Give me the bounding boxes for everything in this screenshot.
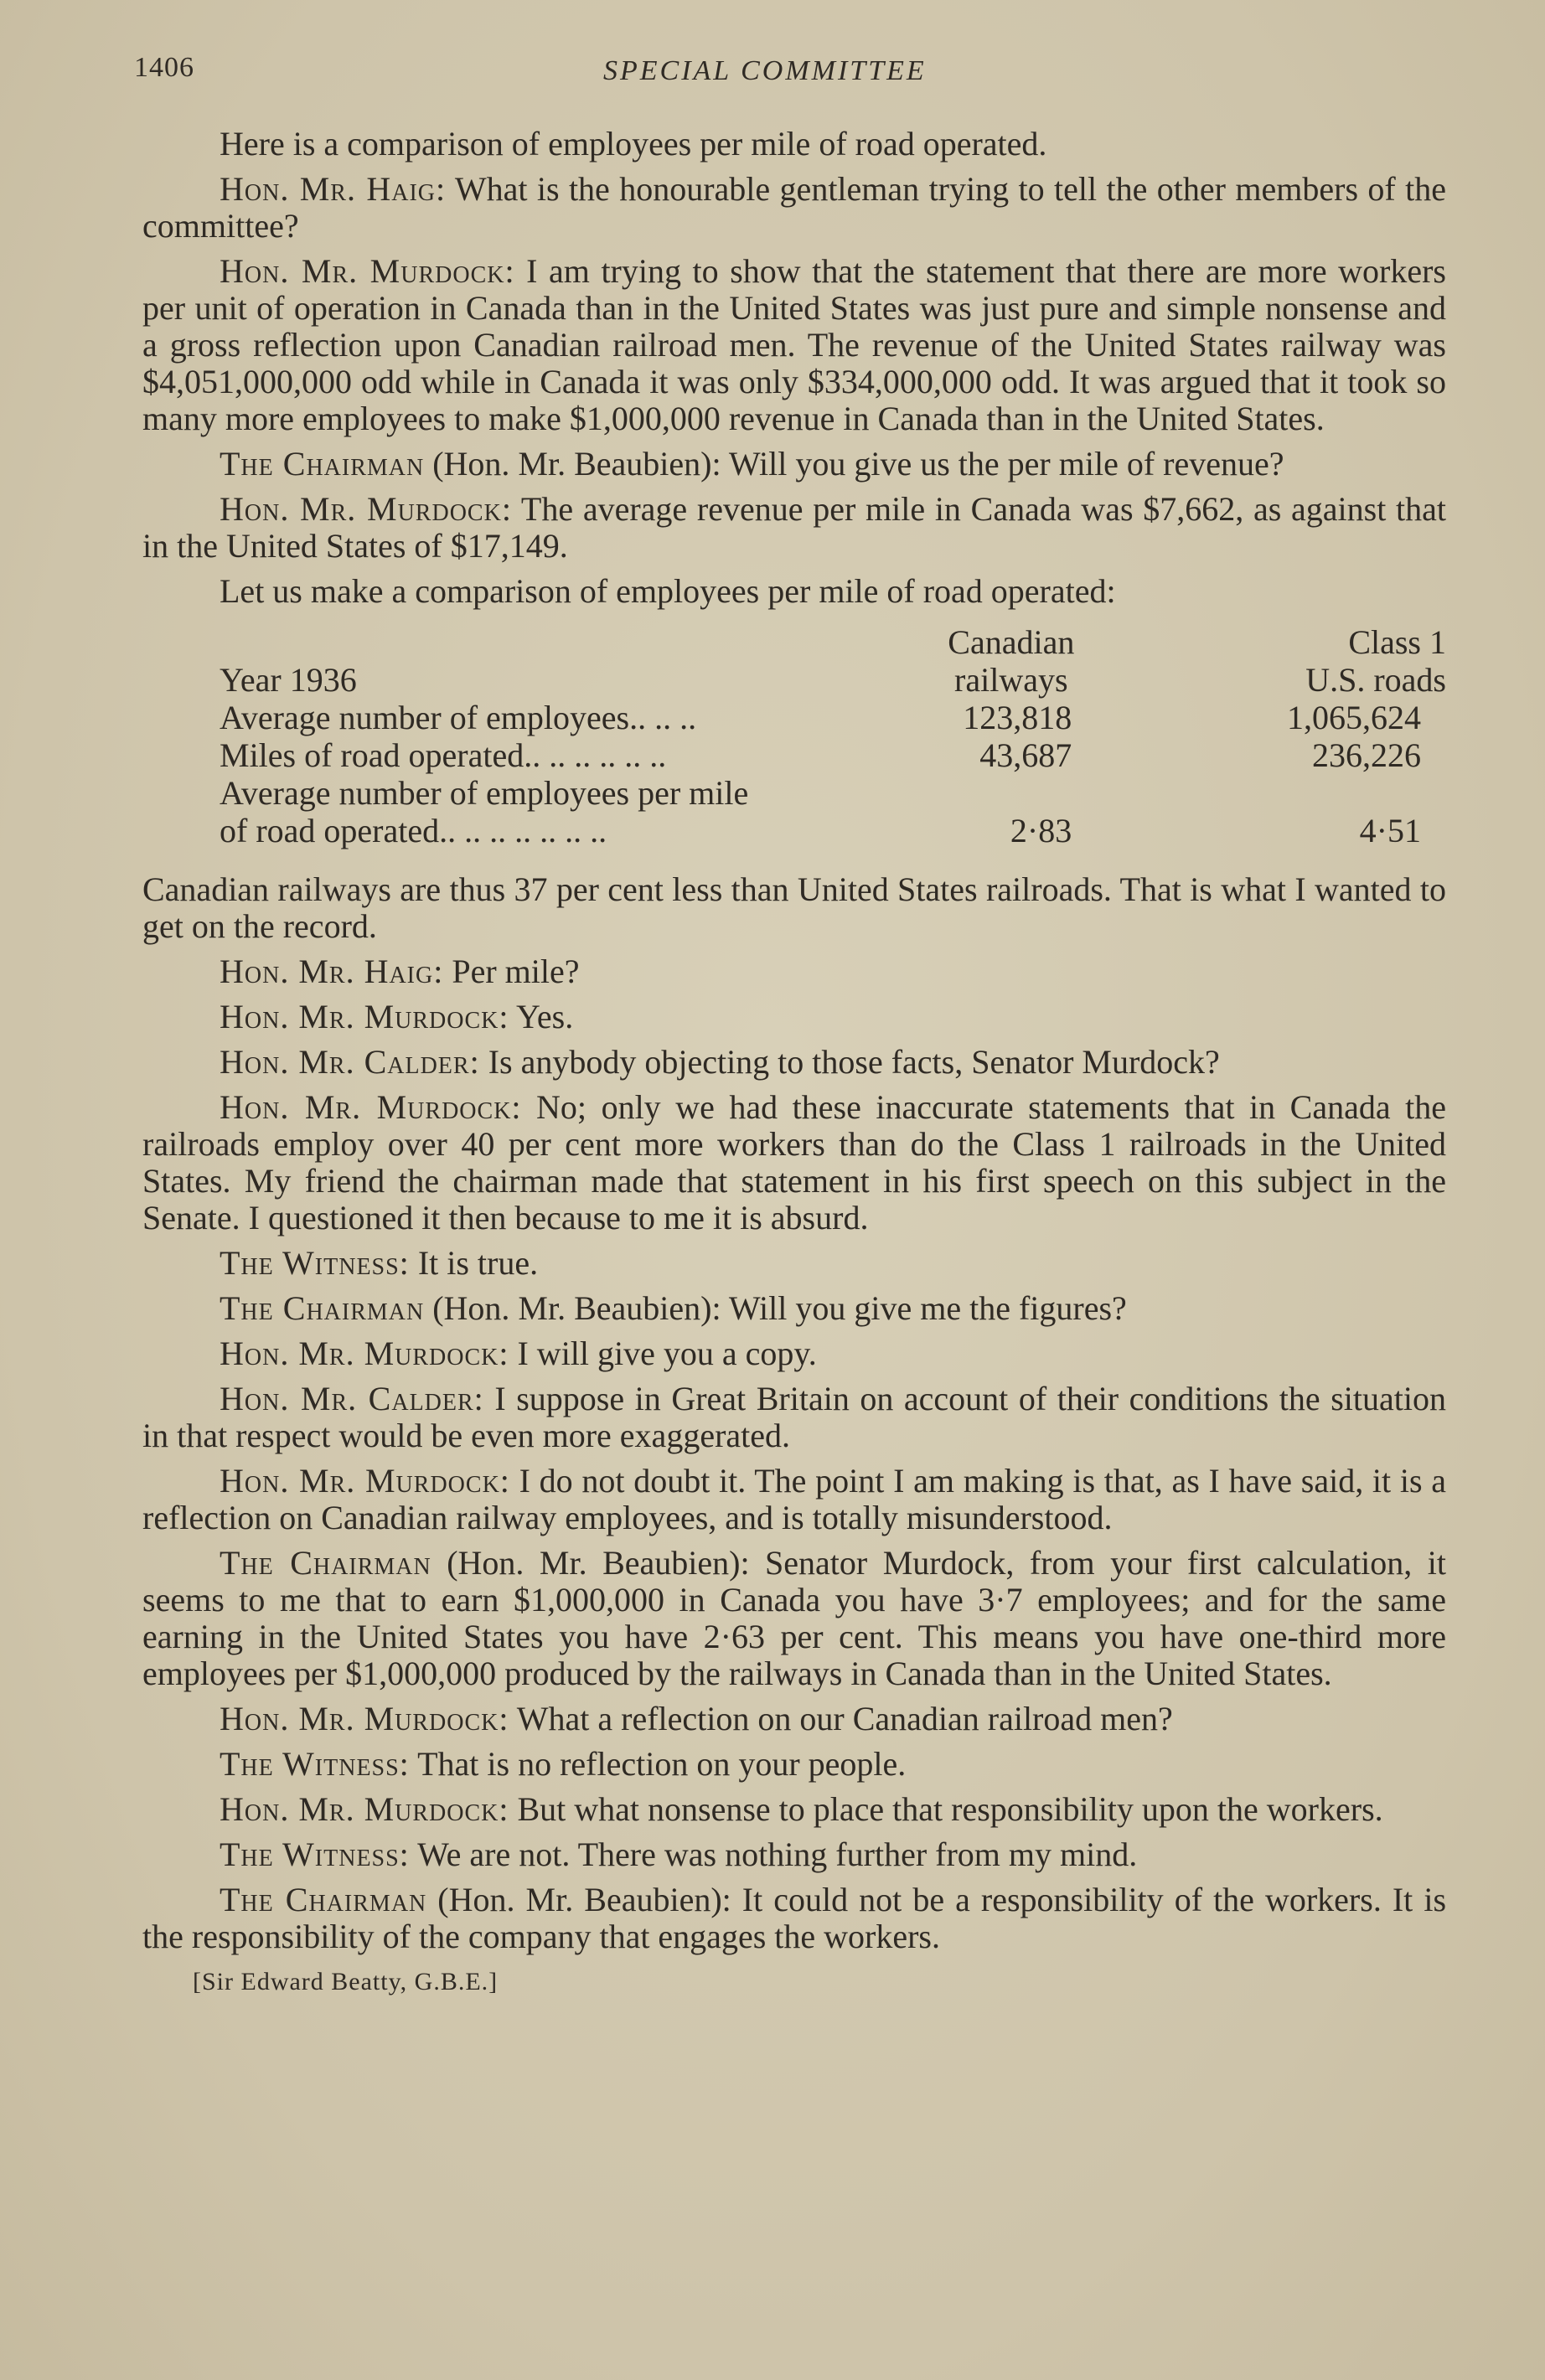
paragraph-text: I suppose in Great Britain on account of their conditions the situation in that respect would be even more exaggerated.	[142, 1380, 1446, 1454]
paragraph	[142, 1381, 1446, 1454]
employees-table	[220, 623, 1446, 849]
paragraph	[142, 171, 1446, 245]
paragraph	[142, 253, 1446, 437]
table-header-row	[220, 623, 1446, 661]
table-row	[220, 774, 1446, 812]
row-label: Average number of employees.. .. ..	[220, 699, 697, 736]
running-head: SPECIAL COMMITTEE	[603, 55, 927, 86]
paragraph-text: (Hon. Mr. Beaubien): Will you give us the per mile of revenue?	[424, 445, 1284, 483]
paragraph	[142, 999, 1446, 1035]
page-number: 1406	[134, 52, 194, 83]
table-row	[220, 699, 1446, 736]
paragraph-text: Here is a comparison of employees per mile of road operated.	[220, 125, 1047, 163]
paragraph	[142, 1089, 1446, 1236]
paragraph	[142, 1335, 1446, 1372]
cell-canadian: 43,687	[979, 736, 1072, 774]
col-header-us: U.S. roads	[1305, 661, 1446, 699]
paragraph	[142, 126, 1446, 163]
speaker: The Chairman	[220, 1881, 427, 1918]
paragraph	[142, 1701, 1446, 1737]
speaker: The Witness:	[220, 1745, 410, 1783]
row-label: of road operated.. .. .. .. .. .. ..	[220, 812, 607, 849]
cell-us: 4·51	[1359, 812, 1421, 849]
cell-canadian: 123,818	[963, 699, 1072, 736]
speaker: Hon. Mr. Murdock:	[220, 1700, 509, 1737]
speaker: The Witness:	[220, 1835, 410, 1873]
paragraph	[142, 1836, 1446, 1873]
paragraph-text: (Hon. Mr. Beaubien): Senator Murdock, from your first calculation, it seems to me that to earn $1,000,000 in Canada you have 3·7 employees; and for the same earning in the United States you have 2·63 per cent. This means you have one-third more employees per $1,000,000 produced by the railways in Canada than in the United States.	[142, 1544, 1447, 1692]
speaker: Hon. Mr. Murdock:	[220, 1088, 522, 1126]
row-label: Average number of employees per mile	[220, 774, 749, 812]
footer-attribution: [Sir Edward Beatty, G.B.E.]	[193, 1968, 499, 1995]
speaker: The Chairman	[220, 445, 425, 483]
cell-us: 236,226	[1312, 736, 1421, 774]
paragraph	[142, 1882, 1446, 1955]
paragraph-text: No; only we had these inaccurate statements that in Canada the railroads employ over 40 per cent more workers than do the Class 1 railroads in the United States. My friend the chairman made that statement in his first speech on this subject in the Senate. I questioned it then because to me it is absurd.	[142, 1088, 1447, 1236]
paragraph	[142, 573, 1446, 610]
col-header-canadian: railways	[954, 661, 1068, 699]
speaker: Hon. Mr. Murdock:	[220, 1335, 509, 1372]
paragraph-text: (Hon. Mr. Beaubien): Will you give me the figures?	[424, 1289, 1127, 1327]
table-row	[220, 736, 1446, 774]
col-header-us: Class 1	[1348, 623, 1446, 661]
paragraph	[142, 953, 1446, 990]
paragraph-text: (Hon. Mr. Beaubien): It could not be a responsibility of the workers. It is the responsibility of the company that engages the workers.	[142, 1881, 1447, 1955]
paragraph: Canadian railways are thus 37 per cent less than United States railroads. That is what I wanted to get on the record.	[142, 870, 1446, 945]
paragraph	[142, 1463, 1446, 1536]
body-text	[142, 126, 1446, 2001]
paragraph-text: Yes.	[509, 998, 574, 1035]
cell-canadian: 2·83	[1010, 812, 1072, 849]
paragraph-text: The average revenue per mile in Canada was $7,662, as against that in the United States of $17,149.	[142, 490, 1447, 565]
speaker: Hon. Mr. Murdock:	[220, 252, 515, 290]
speaker: Hon. Mr. Calder:	[220, 1043, 480, 1081]
paragraph-text: That is no reflection on your people.	[409, 1745, 907, 1783]
paragraph-text: Per mile?	[443, 953, 580, 990]
table-row	[220, 812, 1446, 849]
paragraph	[142, 446, 1446, 483]
speaker: Hon. Mr. Murdock:	[220, 1790, 509, 1828]
speaker: Hon. Mr. Haig:	[220, 953, 444, 990]
cell-us: 1,065,624	[1287, 699, 1421, 736]
speaker: Hon. Mr. Murdock:	[220, 490, 512, 528]
paragraph-text: Let us make a comparison of employees per mile of road operated:	[220, 572, 1116, 610]
speaker: Hon. Mr. Calder:	[220, 1380, 484, 1417]
paragraph-text: But what nonsense to place that responsibility upon the workers.	[509, 1790, 1383, 1828]
paragraph	[142, 1545, 1446, 1692]
paragraph	[142, 1245, 1446, 1282]
paragraph-text: What a reflection on our Canadian railroad men?	[509, 1700, 1173, 1737]
paragraph	[142, 1746, 1446, 1783]
paragraph-text: I do not doubt it. The point I am making is that, as I have said, it is a reflection on Canadian railway employees, and is totally misunderstood.	[142, 1462, 1447, 1536]
paragraph	[142, 491, 1446, 565]
paragraph-text: What is the honourable gentleman trying to tell the other members of the committee?	[142, 170, 1447, 245]
col-header-canadian: Canadian	[948, 623, 1075, 661]
speaker: Hon. Mr. Murdock:	[220, 998, 509, 1035]
paragraph-text: Is anybody objecting to those facts, Senator Murdock?	[479, 1043, 1220, 1081]
paragraph-text: I will give you a copy.	[509, 1335, 817, 1372]
row-label: Miles of road operated.. .. .. .. .. ..	[220, 736, 667, 774]
speaker: Hon. Mr. Haig:	[220, 170, 447, 208]
speaker: The Witness:	[220, 1244, 410, 1282]
paragraph	[142, 1791, 1446, 1828]
speaker: Hon. Mr. Murdock:	[220, 1462, 510, 1500]
table-header-row	[220, 661, 1446, 699]
speaker: The Chairman	[220, 1544, 431, 1582]
paragraph-text: It is true.	[409, 1244, 539, 1282]
page-header	[134, 52, 1444, 94]
speaker: The Chairman	[220, 1289, 425, 1327]
paragraph	[142, 1290, 1446, 1327]
paragraph-text: I am trying to show that the statement that there are more workers per unit of operation in Canada than in the United States was just pure and simple nonsense and a gross reflection upon Canadian railroad men. The revenue of the United States railway was $4,051,000,000 odd while in Canada it was only $334,000,000 odd. It was argued that it took so many more employees to make $1,000,000 revenue in Canada than in the United States.	[142, 252, 1446, 437]
paragraph-text: We are not. There was nothing further from my mind.	[409, 1835, 1138, 1873]
paragraph	[142, 1044, 1446, 1081]
year-label: Year 1936	[220, 661, 357, 699]
